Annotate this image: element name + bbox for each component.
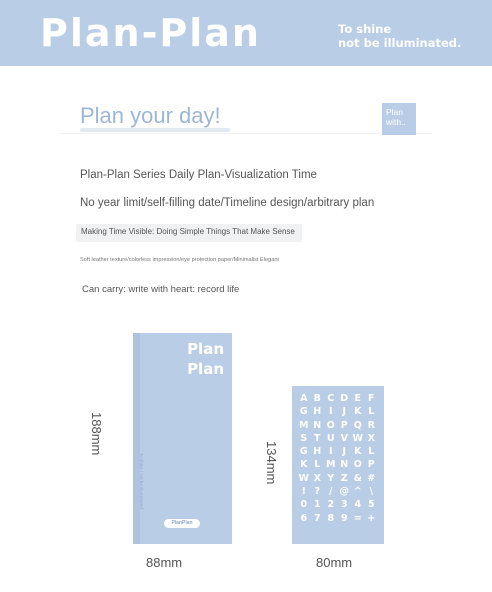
description-line5: Can carry: write with heart: record life (82, 284, 240, 295)
sticker-character: P (340, 419, 348, 431)
sticker-character: 3 (340, 499, 348, 511)
sticker-character: I (328, 406, 333, 418)
sticker-character: A (300, 393, 308, 404)
description-line4: Soft leather texture/colorless impression/eye protection paper/Minimalist Elegant (80, 257, 279, 263)
sticker-character: H (313, 406, 322, 418)
sticker-character: P (367, 459, 375, 471)
sticker-character: L (368, 446, 375, 458)
sticker-character: K (300, 459, 308, 471)
plan-with-tag-line1: Plan (386, 107, 404, 117)
sticker-character: + (367, 512, 376, 524)
sticker-character: S (300, 432, 308, 444)
plan-with-tag (382, 103, 416, 135)
plan-heading: Plan your day! (80, 103, 221, 128)
planner-name-line2: Plan (187, 360, 224, 378)
sticker-character: B (313, 393, 321, 404)
sticker-character: G (299, 446, 308, 458)
heading-underline (80, 128, 230, 132)
sticker-character: = (353, 512, 362, 524)
sticker-character: 6 (300, 512, 308, 524)
plan-with-tag-line2: with.. (386, 117, 406, 127)
description-line2: No year limit/self-filling date/Timeline design/arbitrary plan (80, 197, 375, 209)
sticker-character: 0 (300, 499, 308, 511)
sticker-character: X (367, 432, 375, 444)
sticker-character: 1 (313, 499, 321, 511)
sticker-character: Y (327, 472, 335, 484)
sticker-character: 5 (367, 499, 375, 511)
sticker-character: & (353, 472, 362, 484)
sticker-character: G (299, 406, 308, 418)
sticker-character: K (354, 446, 362, 458)
sticker-character: D (340, 393, 349, 404)
sticker-character: X (313, 472, 321, 484)
sticker-character: Q (353, 419, 362, 431)
sticker-character: M (326, 459, 336, 471)
sticker-height-label: 134mm (264, 441, 279, 485)
sticker-character: U (326, 432, 335, 444)
planner-badge: PlanPlan (164, 519, 200, 528)
sticker-character: V (340, 432, 348, 444)
sticker-grid (297, 392, 378, 525)
header-banner (0, 0, 492, 66)
sticker-character: 4 (354, 499, 362, 511)
sticker-character: ? (314, 486, 320, 498)
sticker-character: R (367, 419, 375, 431)
sticker-character: F (368, 393, 375, 404)
planner-vertical-text: To shine | not be illuminated (139, 453, 144, 509)
sticker-character: N (313, 419, 322, 431)
sticker-width-label: 80mm (316, 555, 353, 570)
sticker-character: T (314, 432, 321, 444)
heading-divider (60, 133, 432, 134)
sticker-character: W (352, 432, 363, 444)
banner-title: Plan-Plan (40, 11, 261, 55)
planner-notebook (133, 333, 232, 544)
sticker-character: E (354, 393, 361, 404)
sticker-character: J (342, 406, 347, 418)
planner-spine (133, 333, 140, 544)
sticker-character: 9 (340, 512, 348, 524)
sticker-character: L (314, 459, 321, 471)
letter-sticker-sheet (292, 386, 384, 544)
sticker-character: J (342, 446, 347, 458)
sticker-character: I (328, 446, 333, 458)
description-line1: Plan-Plan Series Daily Plan-Visualization Time (80, 169, 317, 181)
sticker-character: # (367, 472, 376, 484)
banner-tagline-line2: not be illuminated. (338, 36, 462, 50)
sticker-character: @ (339, 486, 349, 498)
sticker-character: W (298, 472, 309, 484)
sticker-character: O (353, 459, 362, 471)
sticker-character: M (299, 419, 309, 431)
sticker-character: K (354, 406, 362, 418)
sticker-character: N (340, 459, 349, 471)
sticker-character: O (326, 419, 335, 431)
sticker-character: H (313, 446, 322, 458)
planner-height-label: 188mm (89, 412, 104, 456)
banner-tagline-line1: To shine (338, 22, 392, 36)
sticker-character: 2 (327, 499, 335, 511)
planner-width-label: 88mm (146, 555, 183, 570)
sticker-character: 7 (313, 512, 321, 524)
sticker-character: \ (369, 486, 373, 498)
sticker-character: 8 (327, 512, 335, 524)
planner-name-line1: Plan (187, 340, 224, 358)
sticker-character: C (327, 393, 335, 404)
description-line3: Making Time Visible: Doing Simple Things That Make Sense (81, 227, 295, 236)
sticker-character: / (329, 486, 333, 498)
sticker-character: ! (301, 486, 306, 498)
sticker-character: ^ (353, 486, 362, 498)
sticker-character: L (368, 406, 375, 418)
sticker-character: Z (340, 472, 348, 484)
